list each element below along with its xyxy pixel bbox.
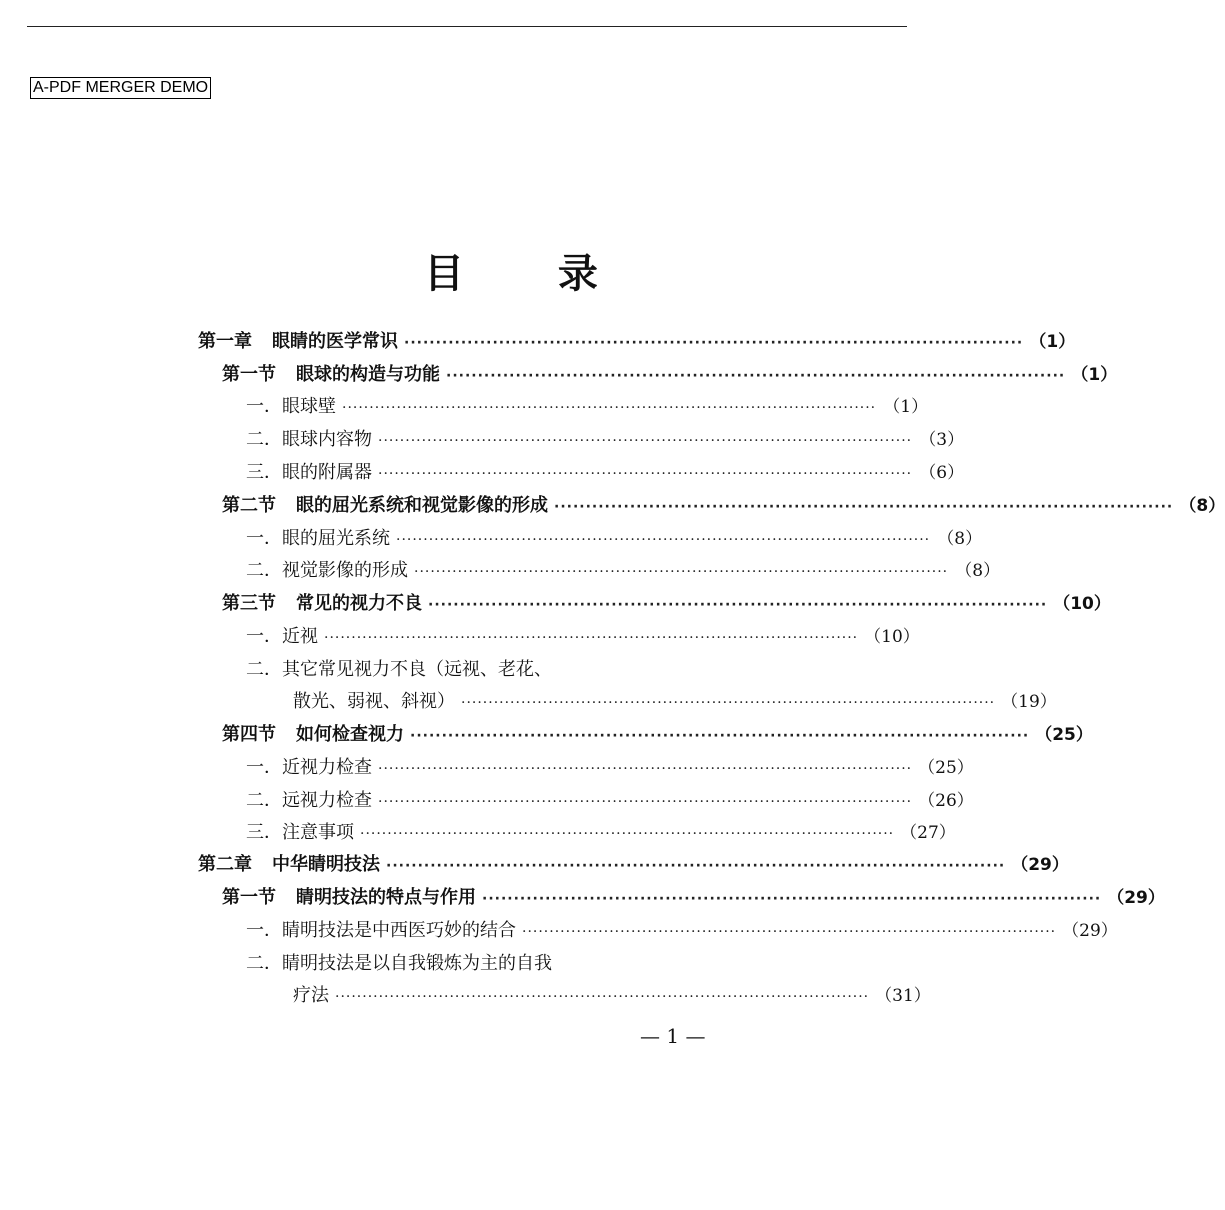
toc-entry-title: 视觉影像的形成 — [282, 560, 408, 581]
dot-leader: ·································································································· — [414, 564, 949, 580]
toc-label: 第三节 — [222, 593, 276, 614]
dot-leader: ·································································································· — [335, 989, 870, 1005]
dot-leader: ·································································································· — [386, 858, 1006, 874]
toc-label: 三． — [246, 462, 282, 483]
toc-entry-title: 近视力检查 — [282, 757, 372, 778]
dot-leader: ·································································································· — [378, 794, 913, 810]
toc-label: 第一节 — [222, 887, 276, 908]
dot-leader: ·································································································· — [360, 826, 895, 842]
toc-page-ref: （26） — [918, 791, 974, 811]
toc-row-toc-item — [246, 786, 974, 816]
toc-page-ref: （25） — [918, 758, 974, 778]
toc-label: 第二章 — [198, 854, 252, 875]
toc-row-section-heading — [222, 589, 1111, 619]
toc-entry-title: 注意事项 — [282, 822, 354, 843]
toc-entry-title: 如何检查视力 — [296, 724, 404, 745]
toc-label: 一． — [246, 626, 282, 647]
toc-page-ref: （25） — [1035, 725, 1093, 745]
toc-row-chapter-heading — [198, 327, 1076, 357]
toc-page-ref: （19） — [1001, 692, 1057, 712]
toc-row-section-heading — [222, 360, 1118, 390]
toc-label: 第一章 — [198, 331, 252, 352]
toc-entry-title-continued: 疗法 — [293, 985, 329, 1006]
toc-label: 第一节 — [222, 364, 276, 385]
toc-label: 第二节 — [222, 495, 276, 516]
toc-label: 第四节 — [222, 724, 276, 745]
toc-row-toc-item — [246, 818, 956, 848]
toc-entry-title: 近视 — [282, 626, 318, 647]
toc-row-toc-item — [246, 916, 1118, 946]
toc-label: 二． — [246, 659, 282, 680]
toc-entry-title: 眼的屈光系统 — [282, 528, 390, 549]
toc-entry-title: 睛明技法是以自我锻炼为主的自我 — [282, 953, 552, 974]
toc-row-toc-item — [246, 753, 974, 783]
toc-label: 一． — [246, 528, 282, 549]
toc-page-ref: （29） — [1062, 921, 1118, 941]
toc-page-ref: （29） — [1011, 855, 1069, 875]
toc-page-ref: （10） — [1053, 594, 1111, 614]
toc-page-ref: （10） — [864, 627, 920, 647]
toc-entry-title: 中华睛明技法 — [272, 854, 380, 875]
toc-row-toc-item — [246, 622, 920, 652]
demo-watermark-stamp: A-PDF MERGER DEMO — [30, 77, 211, 99]
toc-entry-title: 眼的附属器 — [282, 462, 372, 483]
toc-row-toc-item — [246, 392, 929, 422]
toc-page-ref: （29） — [1107, 888, 1165, 908]
toc-page-ref: （8） — [955, 561, 1001, 581]
toc-row-toc-item — [246, 425, 965, 455]
toc-label: 三． — [246, 822, 282, 843]
toc-label: 二． — [246, 429, 282, 450]
toc-row-chapter-heading — [198, 850, 1069, 880]
toc-entry-title: 常见的视力不良 — [296, 593, 422, 614]
dot-leader: ·································································································· — [378, 761, 913, 777]
toc-label: 二． — [246, 790, 282, 811]
top-rule — [27, 26, 907, 27]
toc-entry-title: 眼球的构造与功能 — [296, 364, 440, 385]
toc-row-toc-item — [246, 524, 983, 554]
dot-leader: ·································································································· — [428, 597, 1048, 613]
toc-row-section-heading — [222, 491, 1225, 521]
toc-row-toc-item — [246, 556, 1001, 586]
toc-label: 二． — [246, 560, 282, 581]
toc-entry-title: 睛明技法是中西医巧妙的结合 — [282, 920, 516, 941]
toc-row-continuation — [293, 981, 931, 1011]
toc-entry-title: 睛明技法的特点与作用 — [296, 887, 476, 908]
toc-entry-title: 眼的屈光系统和视觉影像的形成 — [296, 495, 548, 516]
dot-leader: ·································································································· — [324, 630, 859, 646]
dot-leader: ·································································································· — [378, 466, 913, 482]
dot-leader: ·································································································· — [404, 335, 1024, 351]
toc-page-ref: （1） — [1029, 332, 1076, 352]
dot-leader: ·································································································· — [446, 368, 1066, 384]
dot-leader: ·································································································· — [554, 499, 1174, 515]
toc-row-toc-item — [246, 949, 766, 979]
toc-row-continuation — [293, 687, 1057, 717]
toc-entry-title: 其它常见视力不良（远视、老花、 — [282, 659, 552, 680]
dot-leader: ·································································································· — [396, 532, 931, 548]
toc-label: 二． — [246, 953, 282, 974]
toc-page-ref: （31） — [875, 986, 931, 1006]
toc-row-section-heading — [222, 883, 1165, 913]
toc-row-toc-item — [246, 655, 766, 685]
page-number: — 1 — — [640, 1024, 706, 1048]
toc-title: 目 录 — [424, 251, 638, 297]
toc-row-section-heading — [222, 720, 1093, 750]
toc-entry-title: 远视力检查 — [282, 790, 372, 811]
dot-leader: ·································································································· — [378, 433, 913, 449]
dot-leader: ·································································································· — [410, 728, 1030, 744]
toc-page-ref: （27） — [900, 823, 956, 843]
toc-page-ref: （1） — [1071, 365, 1118, 385]
toc-label: 一． — [246, 396, 282, 417]
toc-page-ref: （3） — [919, 430, 965, 450]
dot-leader: ·································································································· — [461, 695, 996, 711]
dot-leader: ·································································································· — [522, 924, 1057, 940]
toc-entry-title: 眼球壁 — [282, 396, 336, 417]
toc-page-ref: （8） — [1179, 496, 1225, 516]
toc-page-ref: （1） — [883, 397, 929, 417]
toc-entry-title: 眼睛的医学常识 — [272, 331, 398, 352]
toc-page-ref: （6） — [919, 463, 965, 483]
dot-leader: ·································································································· — [342, 400, 877, 416]
dot-leader: ·································································································· — [482, 891, 1102, 907]
toc-entry-title: 眼球内容物 — [282, 429, 372, 450]
toc-label: 一． — [246, 757, 282, 778]
toc-label: 一． — [246, 920, 282, 941]
toc-page-ref: （8） — [937, 529, 983, 549]
toc-row-toc-item — [246, 458, 965, 488]
toc-entry-title-continued: 散光、弱视、斜视） — [293, 691, 455, 712]
